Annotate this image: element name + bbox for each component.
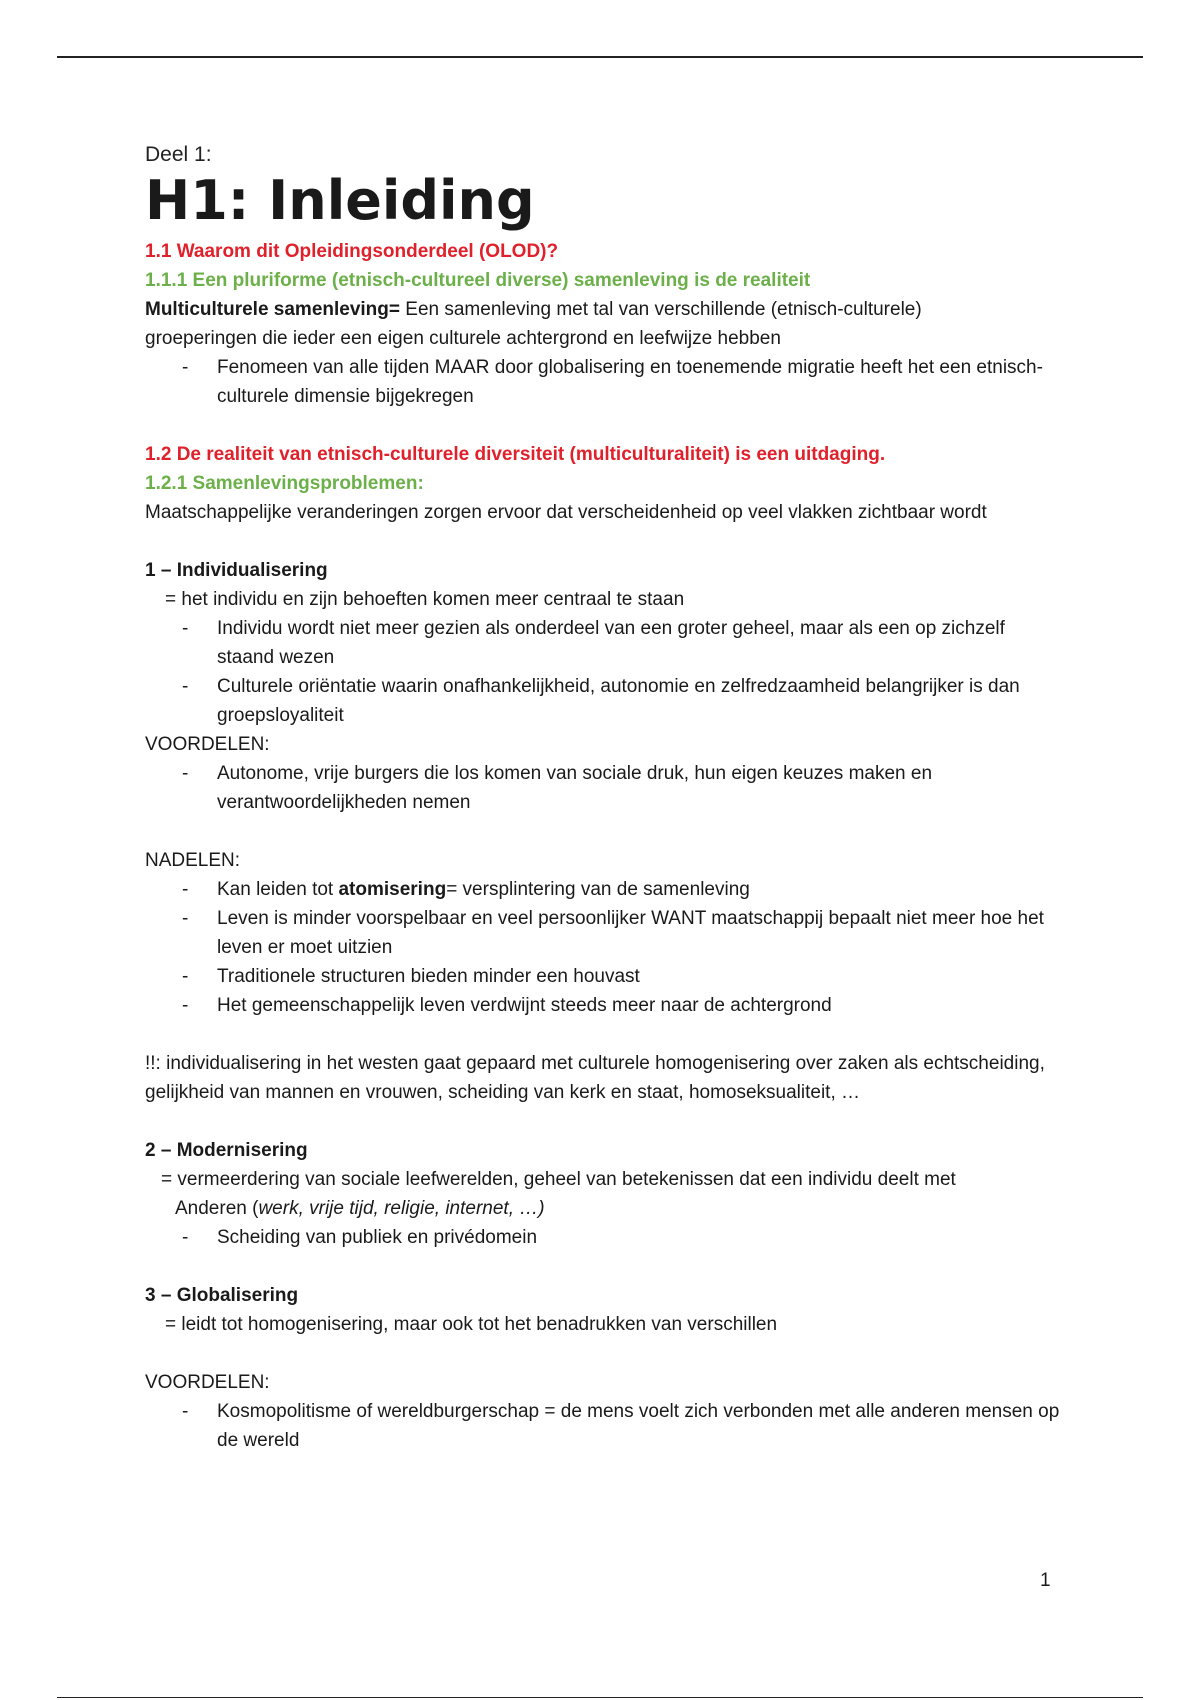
definition-line1: = vermeerdering van sociale leefwerelden, geheel van betekenissen dat een individu deelt met <box>161 1169 956 1190</box>
bullet-list-modernisering <box>145 1223 1065 1252</box>
page-title: H1: Inleiding <box>145 169 535 232</box>
list-item: - Kosmopolitisme of wereldburgerschap = de mens voelt zich verbonden met alle anderen mensen op de wereld <box>145 1397 1065 1455</box>
list-item: - Culturele oriëntatie waarin onafhankelijkheid, autonomie en zelfredzaamheid belangrijker is dan groepsloyaliteit <box>145 672 1065 730</box>
examples-italic: werk, vrije tijd, religie, internet, …) <box>258 1198 545 1219</box>
text: Kan leiden tot <box>217 879 339 900</box>
definition-individualisering: = het individu en zijn behoeften komen meer centraal te staan <box>165 589 685 610</box>
subsection-heading-1-1-1: 1.1.1 Een pluriforme (etnisch-cultureel diverse) samenleving is de realiteit <box>145 270 811 291</box>
pros-list <box>145 759 1065 817</box>
cons-label: NADELEN: <box>145 850 241 871</box>
subsection-heading-1-2-1: 1.2.1 Samenlevingsproblemen: <box>145 473 424 494</box>
definition-globalisering: = leidt tot homogenisering, maar ook tot het benadrukken van verschillen <box>165 1314 778 1335</box>
text: = versplintering van de samenleving <box>446 879 750 900</box>
section-heading-1-2: 1.2 De realiteit van etnisch-culturele diversiteit (multiculturaliteit) is een uitdaging. <box>145 444 886 465</box>
term-atomisering: atomisering <box>338 879 447 900</box>
pros-list-globalisering <box>145 1397 1065 1455</box>
definition-text-line1: Een samenleving met tal van verschillende (etnisch-culturele) <box>400 299 922 320</box>
pros-label: VOORDELEN: <box>145 734 270 755</box>
list-item: - Leven is minder voorspelbaar en veel persoonlijker WANT maatschappij bepaalt niet meer hoe het leven er moet uitzien <box>145 904 1065 962</box>
definition-text-line2: groeperingen die ieder een eigen culturele achtergrond en leefwijze hebben <box>145 328 781 349</box>
heading-individualisering <box>145 556 1065 585</box>
bullet-list-individualisering <box>145 614 1065 730</box>
definition-modernisering-line2 <box>145 1194 1065 1223</box>
list-item: - Autonome, vrije burgers die los komen van sociale druk, hun eigen keuzes maken en verantwoordelijkheden nemen <box>145 759 1065 817</box>
heading-text: 1 – Individualisering <box>145 560 328 581</box>
section-heading-1-1: 1.1 Waarom dit Opleidingsonderdeel (OLOD)? <box>145 241 559 262</box>
cons-list <box>145 875 1065 1020</box>
definition-modernisering <box>145 1165 1065 1194</box>
definition-term: Multiculturele samenleving= <box>145 299 400 320</box>
text: Anderen ( <box>175 1198 259 1219</box>
heading-globalisering <box>145 1281 1065 1310</box>
list-item: - Het gemeenschappelijk leven verdwijnt steeds meer naar de achtergrond <box>145 991 1065 1020</box>
heading-text: 2 – Modernisering <box>145 1140 308 1161</box>
part-label: Deel 1: <box>145 143 212 166</box>
list-item <box>145 875 1065 904</box>
document-body <box>145 141 1065 1455</box>
page-number: 1 <box>1040 1570 1051 1591</box>
header-rule <box>57 56 1143 58</box>
list-item: - Individu wordt niet meer gezien als onderdeel van een groter geheel, maar als een op zichzelf staand wezen <box>145 614 1065 672</box>
footer-rule <box>57 1697 1143 1698</box>
pros-label-globalisering: VOORDELEN: <box>145 1372 270 1393</box>
note-paragraph: !!: individualisering in het westen gaat gepaard met culturele homogenisering over zaken als echtscheiding, gelijkheid van mannen en vrouwen, scheiding van kerk en staat, homoseksualiteit, … <box>145 1053 1045 1103</box>
list-item: - Scheiding van publiek en privédomein <box>145 1223 1065 1252</box>
bullet-list-s11 <box>145 353 1065 411</box>
heading-modernisering <box>145 1136 1065 1165</box>
heading-text: 3 – Globalisering <box>145 1285 299 1306</box>
list-item: - Fenomeen van alle tijden MAAR door globalisering en toenemende migratie heeft het een etnisch-culturele dimensie bijgekregen <box>145 353 1065 411</box>
list-item: - Traditionele structuren bieden minder een houvast <box>145 962 1065 991</box>
definition-multicultural <box>145 295 1065 353</box>
intro-paragraph: Maatschappelijke veranderingen zorgen ervoor dat verscheidenheid op veel vlakken zichtbaar wordt <box>145 502 987 523</box>
